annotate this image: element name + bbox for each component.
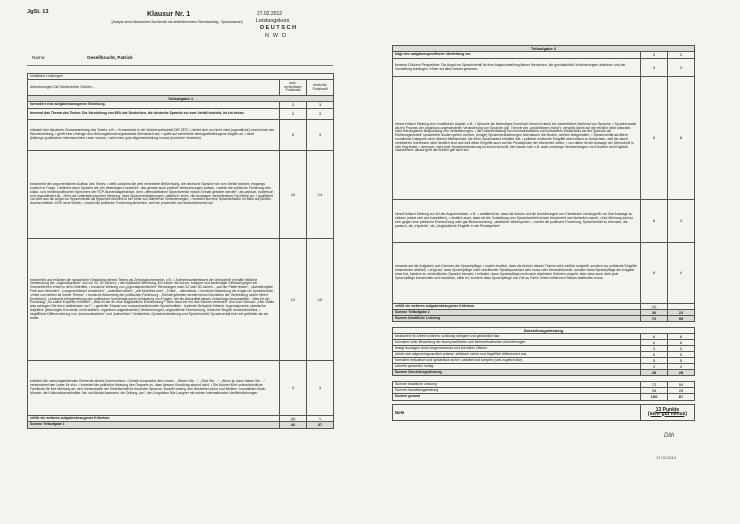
criterion-text: nimmt kritisch Stellung zum inhaltlichen Aspekt, z.B.: • Sprache als lebendiges Konstrukt: benennt damit ein wesentliches Merkmal von Sprache, • Sprachwandel als ein Prozess der organisch-ungesteuerten Veränderung von Sprache (vgl. Theorie der „unsichtbaren Hand“): verweist damit auf die letztlich nicht rationale, nicht teleologische Begründung von Veränderungen, • die Unterscheidung von kommunikativem und kulturellem Gedächtnis bei der Sprache als Erklärungsmodell: sprachliche Moden gehen vorüber, (einige) Sprachveränderungen überdauern die Moden, werden festgehalten, • Sprachverfall als ältere, moralische Kategorie einer älteren Mittelschicht, die ihren Sprachstand erhalten will, • politisch motivierte Eingriffe sind kritisch zu betrachten, weil die damit vertretenen Interessen nicht deutlich sind und weil diese Eingriffe auch auf die Privatsphäre der Menschen zielen, • von daher ist die Aussage der Überschrift in sich begründet, • dennoch: nicht jede Sprachveränderung ist schon sinnvoll; hier lassen sich z.B. auch unsinnige Vermischungen von Deutsch und Englisch nachweisen; darauf geht die Autorin gar nicht ein. — [393, 77, 641, 200]
criterion-text: erläutert den situativen Zusammenhang des Textes, z.B.: • Kommentar in der Wochenzeitschrift DIE ZEIT, • richtet sich an (nicht mehr jugendliche) Leser/innen der Wochenzeitung, • greift eine Umfrage des Meinungsforschungsinstituts Allensbach auf, • spielt auf verbreitete demografiebezogene Ängste an, • setzt (bildungs-)politisches Interesse beim Leser voraus, • setzt eine gute Allgemeinbildung voraus (ironische Verweise). — [28, 120, 280, 151]
criterion-text: verweist auf die Aufgaben und Grenzen der Sprachpflege: • macht deutlich, dass die Autorin dieses Thema nicht wirklich aufgreift, sondern nur politische Eingriffe entschieden ablehnt, • zeigt auf, dass Sprachpflege nicht unkritischer Sprachpurismus sein muss oder Deutschtümelei, sondern dass Sprachpflege die Aufgabe etwa hat, Insidern zu verdeutlichen Sprache benutzt, • erläutert, dass Sprachpflege nicht nach objektiven Kriterien vorgeht, aber dass auch nicht jede Sprachpflege konservativ und moralisch, elitär ist, sondern dass Sprachpflege von Fall zu Fall in einem kritischen Diskurs stattfinden muss. — [393, 243, 641, 304]
sum-max: 30 — [641, 310, 668, 316]
criterion-got: 4 — [668, 200, 695, 243]
criterion-text: drückt sich allgemeinsprachlich präzise, stilistisch sicher und begrifflich differenziert aus. — [393, 352, 641, 358]
class-code: JgSt. 13 — [27, 9, 49, 15]
exam-title: Klausur Nr. 1 — [147, 11, 191, 18]
sum-got: 22 — [668, 310, 695, 316]
sum-max: 42 — [280, 422, 307, 429]
section-heading: Teilaufgabe 2 — [393, 46, 695, 52]
criterion-max: 12 — [280, 239, 307, 361]
criterion-text: formuliert unter Beachtung der fachsprachlichen und fachmethodischen Anforderungen. — [393, 340, 641, 346]
criterion-text: schreibt sprachlich richtig. — [393, 364, 641, 370]
criterion-text: formuliert eine aufgabenbezogenen Einleitung. — [28, 102, 280, 109]
name-label: Name: — [32, 55, 46, 60]
criterion-max: 15 — [280, 151, 307, 239]
total-got: 28 — [668, 388, 695, 394]
criterion-got: 3 — [307, 102, 334, 109]
criterion-max: 6 — [641, 340, 668, 346]
criterion-text: beschreibt den argumentativen Aufbau des Textes: • stellt zunächst die weit verbreitete Befürchtung, die deutsche Sprache sei vom Verfall bedroht, eingangs ironisch in Frage, • definiert dann Sprache als „ein lebendiges Konstrukt“, das gerade auch positive Veränderungen zulässt, • wertet die politische Forderung des kultur- und medienpolitischen Sprechers der FDP-Bundestagsfraktion, dem „offensichtlichen Sprachverfall müsse Einhalt geboten werden“, als panisch, hysterisch und unqualifiziert ab, • führt als Unterstützung ihrer Meinung, dass Sprachveränderungen „natürlich“ seien, die Aussagen verschiedener Fachleute an, • qualifiziert von dort aus die Angst vor Sprachverfall als typisches Moment in der Kritik von Älteren an Veränderungen, • verweist auf eine Sprachinflation im Blick auf jährlich durchschnittlich 1000 neue Wörter, • macht die politische Forderung lächerlich, weil sie provinziell und deutschtümelnd sei. — [28, 151, 280, 239]
grade-label: Note — [393, 405, 641, 421]
sum-label: Summe Teilaufgabe 1 — [28, 422, 280, 429]
criterion-got: 3 — [307, 120, 334, 151]
criterion-max: 6 — [641, 334, 668, 340]
criterion-got: 3 — [668, 364, 695, 370]
signature-date: 17.03.2012 — [656, 455, 677, 460]
criterion-got: 3 — [668, 59, 695, 77]
criterion-text: beschreibt und erläutert die sprachliche Gestaltung dieses Textes als Zeitungskommentar, z.B.: • Aufmerksamkeitswert der Überschrift (verallte bildliche Verwendung der „Jugendsprache“ von vor 20, 30 Jahren), • die elliptische Wendung „Ein Irrtum“ als kurzer, knapper und eindeutiger Einwand gegen ein Vorurteil/einen Irrtum in dem Untertitel, • ironische Wirkung von „jugendsprachlichen“ Wendungen nach 20 oder 30 Jahren - „auf der Platte fetzen“, „oberaffengeile Fete zum Abhotten“, „Lungenbrötchen reinziehen“, „ordentlich ablen“, „voll bedröhnt sein“, „Trulla“, - altmodisch, • ironische Abwertung der Angst vor Sprachverfall - „eines von beiden ist immer Thema“, • ironische Abwertung der politischen Forderung - „Einhalt gebieten werden muss höchstens der Verbreitung seiner Ideen“ (Invektion), • ironische Infragestellung des politischen Vorschlags durch Anhäufung von Fragen, die die Absurdität dieses Vorschlags herausstellen - Was für ein Vorschlag: „So sollen Experten erklären“, „Was ist der für eine ungläubliche Einmischung?“ Aber lasst ihn mir das Simsen verbieten“ Und zum Schluss: „Herr Waltz, was schlagen Sie denn stattdessen vor?“, • gezielter Einsatz von vorsorchaulichenden Sprachmitteln - konkrete Beispiele früherer Jugendsprache; plastische Adjektive (lebendiges Konstrukt, nicht statisch, organisch-ungesteuerten) Veränderungen, unglaubliche Einmischung, hübscher Begriff, deutschtümelnd, • begriffliche Differenzierung von „kommunikativem“ und „kulturellem“ Gedächtnis; Sprachveränderung und Sprachverfall; Sprachverfall eher ein gefühlter als ein realer. — [28, 239, 280, 361]
criterion-max: 3 — [280, 361, 307, 416]
header-divider — [27, 65, 333, 66]
criterion-max: (6) — [280, 416, 307, 422]
criterion-text: belegt Aussagen durch angemessenes und korrektes Zitieren. — [393, 346, 641, 352]
criterion-text: erläutert die meinungsbildenden Elemente dieses Kommentars: • Direkte Ansprache des Lesers - „Waren Sie....“, „Sind Sie....“, „Wenn ja, dann haben Sie....“ - vereinnahmt den Leser für sich. • Ironisiert die politische Meinung des Gegners so, dass dessen Vorschlag absurd wirkt. • Die Autorin führt unterschiedliche Fachleute für ihre Meinung an: den Vorsitzenden der Gesellschaft für deutsche Sprache, Rudolf Hoberg; den Bestseller-Autor und Berliner Journalisten Bodo Mrozek; die Kulturwissenschaftler Jan und Aleida Assmann, die Zeitung „taz“, den Linguisten Nils Langner mit seinen internationalen Veröffentlichungen. — [28, 361, 280, 416]
criterion-text: erfüllt ein weiteres aufgabenbezogenes Kriterium. — [393, 304, 641, 310]
grand-total-got: 87 — [668, 394, 695, 401]
criterion-got: 14 — [307, 151, 334, 239]
criterion-max: 5 — [641, 352, 668, 358]
criterion-max: 8 — [641, 243, 668, 304]
criterion-text: trägt eine aufgabenspezifische Überleitung vor. — [393, 52, 641, 59]
total-max: 28 — [641, 388, 668, 394]
subject-label: DEUTSCH — [260, 25, 298, 31]
name-value: Gesellbracht, Patrick — [87, 55, 133, 60]
criterion-got: 8 — [668, 77, 695, 200]
sum-max: 28 — [641, 370, 668, 376]
col-got: erreichte Punktzahl — [307, 80, 334, 96]
criterion-max: 3 — [641, 364, 668, 370]
criterion-max: 6 — [280, 120, 307, 151]
section-heading: Darstellungsleistung — [393, 328, 695, 334]
sum-label: Summe Teilaufgabe 2 — [393, 310, 641, 316]
total-label: Summe Darstellungsleistung — [393, 388, 641, 394]
sum-max: 72 — [641, 316, 668, 322]
criterion-text: erfüllt ein weiteres aufgabenbezogenes Kriterium. — [28, 416, 280, 422]
criterion-max: (4) — [641, 304, 668, 310]
sum-got: 37 — [307, 422, 334, 429]
criterion-got: 5 — [668, 352, 695, 358]
criterion-got: 3 — [307, 361, 334, 416]
criterion-got: 3 — [668, 346, 695, 352]
criterion-got: 6 — [668, 340, 695, 346]
total-label: Summe Inhaltliche Leistung — [393, 382, 641, 388]
criterion-max: 8 — [641, 77, 668, 200]
sum-label: Summe Darstellungsleistung — [393, 370, 641, 376]
exam-date: 27.02.2012 — [257, 11, 283, 17]
signature: Dilh — [664, 433, 675, 439]
criterion-max: 3 — [280, 102, 307, 109]
criterion-max: 3 — [641, 52, 668, 59]
criterion-text: nimmt kritisch Stellung zur Art der Argumentation, z.B.: • auffallend ist, dass die Autorin auf die Ausführungen von Fachleuten zurückgreift, um ihre Aussage zu stützen (stützt sich auf Autoritäten), • deutlich auch, dass sie die Vorstellung vom Sprachverfall ironisch beschreibt und lächerlich macht, • ihre Meinung wird so sich gegen eine politische Einmischung oder gar Bevormundung: „deutlicher Widerspruch“, • wertet die politische Forderung, Sprachverfall zu bremsen, als panisch, die „Hysterie“, als „Unglaubliche Eingriffe in die Privatsphäre“. — [393, 200, 641, 243]
criterion-got: 3 — [307, 109, 334, 120]
criterion-max: 3 — [641, 346, 668, 352]
criterion-got: 4 — [668, 243, 695, 304]
grand-total-label: Summe gesamt — [393, 394, 641, 401]
criterion-text: benennt Dückers Perspektive: Die Angst vor Sprachverfall ist eine Angstvorstellung älterer Menschen, die grundsätzlich Veränderungen ablehnen und der Vorstellung anhängen, früher sei alles besser gewesen. — [393, 59, 641, 77]
right-page — [392, 45, 694, 521]
grand-total-max: 100 — [641, 394, 668, 401]
criterion-max: 8 — [641, 200, 668, 243]
criterion-max: 3 — [641, 59, 668, 77]
inline-heading: Inhaltliche Leistungen — [28, 74, 334, 80]
criterion-got: 3 — [668, 52, 695, 59]
sum-got: 28 — [668, 370, 695, 376]
criterion-text: formuliert lexikalisch und syntaktisch sicher, variabel und komplex (und zugleich klar). — [393, 358, 641, 364]
section-heading: Teilaufgabe 1 — [28, 96, 334, 102]
criterion-got: 5 — [668, 358, 695, 364]
criterion-max: 3 — [280, 109, 307, 120]
total-got: 59 — [668, 382, 695, 388]
criterion-got: 10 — [307, 239, 334, 361]
criterion-got: 6 — [668, 334, 695, 340]
right-grading-table — [392, 45, 695, 421]
exam-subtitle: (Analyse eines literarischen Sachtextes mit weiterführendem Schreibauftrag - Sprachwandel) — [111, 20, 243, 24]
total-max: 72 — [641, 382, 668, 388]
subject-letters: NWD — [265, 33, 290, 39]
criterion-text: benennt das Thema des Textes: Die Vorstellung von 65% der Deutschen, die deutsche Sprache sei vom Verfall bedroht, ist ein Irrtum. — [28, 109, 280, 120]
criterion-text: strukturiert ihr Arbeit kohärent, schlüssig stringent und gedanklich klar. — [393, 334, 641, 340]
sum-got: 59 — [668, 316, 695, 322]
grade-value: 13 Punkte (sehr gut minus) — [641, 405, 695, 421]
course-label: Leistungskurs — [256, 18, 290, 24]
left-page — [27, 5, 333, 519]
criterion-max: 5 — [641, 358, 668, 364]
col-requirements: Anforderungen Die Schülerin/der Schüler.... — [28, 80, 280, 96]
sum-label: Summe Inhaltliche Leistung — [393, 316, 641, 322]
col-max: max. erreichbare Punktzahl — [280, 80, 307, 96]
left-grading-table — [27, 73, 334, 429]
criterion-got: 1 — [307, 416, 334, 422]
